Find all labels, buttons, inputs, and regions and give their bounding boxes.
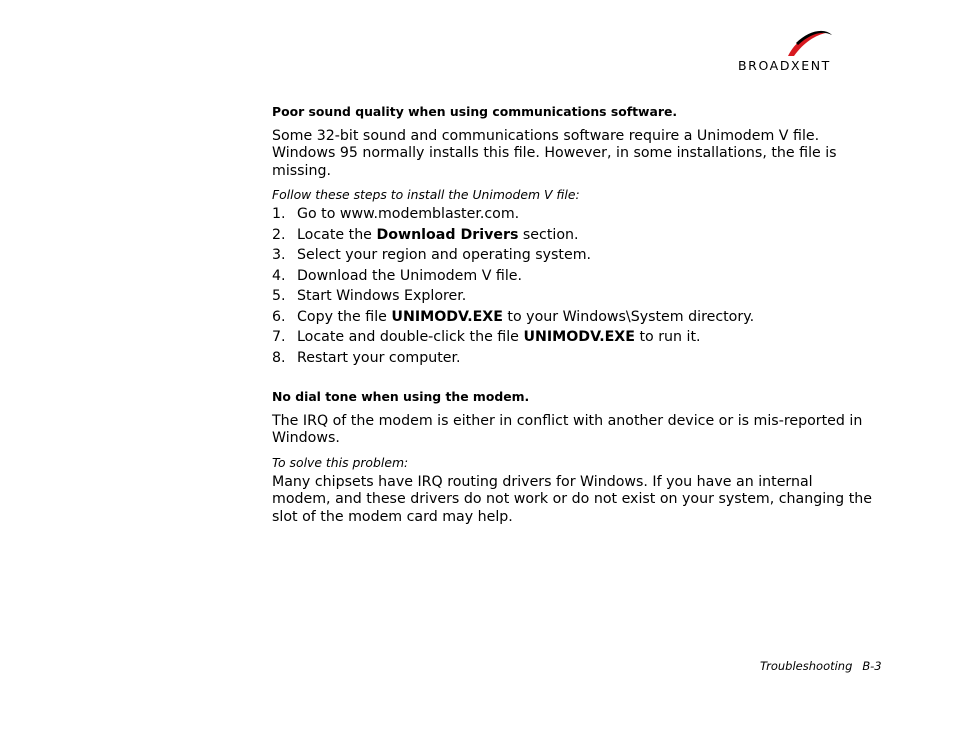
step-text: Download the Unimodem V file.	[297, 267, 523, 284]
step-text: Go to www.modemblaster.com.	[297, 206, 520, 222]
logo-text: BROADXENT	[738, 58, 831, 73]
solve-intro: To solve this problem:	[272, 455, 409, 470]
step-bold-text: Download Drivers	[376, 226, 519, 243]
step-number: 1.	[272, 206, 286, 222]
step-text: Locate the	[297, 226, 377, 243]
step-bold-text: UNIMODV.EXE	[391, 308, 503, 325]
paragraph-line: The IRQ of the modem is either in conflict with another device or is mis-reported in	[272, 413, 863, 429]
step-text: Start Windows Explorer.	[297, 288, 467, 304]
step-number: 3.	[272, 247, 286, 263]
section-heading-sound-quality: Poor sound quality when using communications software.	[272, 104, 678, 119]
step-number: 8.	[272, 349, 286, 366]
paragraph-line: modem, and these drivers do not work or do not exist on your system, changing the	[272, 491, 872, 508]
swoosh-icon	[736, 26, 882, 60]
paragraph-line: Windows 95 normally installs this file. However, in some installations, the file is	[272, 145, 837, 162]
list-item	[272, 204, 754, 225]
solution-text	[272, 474, 890, 526]
page-number: B-3	[862, 659, 882, 673]
sound-quality-description	[272, 128, 890, 180]
step-number: 4.	[272, 267, 286, 284]
paragraph-line: Many chipsets have IRQ routing drivers for Windows. If you have an internal	[272, 474, 813, 490]
footer-section-title: Troubleshooting	[760, 659, 853, 673]
list-item	[272, 327, 754, 348]
broadxent-logo	[736, 26, 882, 74]
step-bold-text: UNIMODV.EXE	[523, 329, 635, 345]
step-number: 2.	[272, 226, 286, 243]
list-item	[272, 225, 754, 246]
steps-intro: Follow these steps to install the Unimodem V file:	[272, 187, 580, 202]
paragraph-line: Some 32-bit sound and communications software require a Unimodem V file.	[272, 128, 820, 144]
install-steps-list	[272, 204, 754, 368]
step-text-after: section.	[518, 226, 579, 243]
paragraph-line: Windows.	[272, 430, 340, 447]
no-dial-tone-description	[272, 413, 890, 448]
page-footer	[760, 659, 882, 673]
step-text-after: to run it.	[634, 329, 701, 345]
paragraph-line: missing.	[272, 162, 331, 179]
step-text: Copy the file	[297, 308, 392, 325]
list-item	[272, 245, 754, 266]
step-text: Restart your computer.	[297, 349, 461, 366]
section-heading-no-dial-tone: No dial tone when using the modem.	[272, 389, 530, 404]
step-number: 5.	[272, 288, 286, 304]
list-item	[272, 266, 754, 287]
list-item	[272, 348, 754, 369]
step-text-after: to your Windows\System directory.	[502, 308, 755, 325]
step-text: Locate and double-click the file	[297, 329, 524, 345]
step-number: 7.	[272, 329, 286, 345]
step-number: 6.	[272, 308, 286, 325]
step-text: Select your region and operating system.	[297, 247, 592, 263]
list-item	[272, 307, 754, 328]
paragraph-line: slot of the modem card may help.	[272, 508, 513, 525]
list-item	[272, 286, 754, 307]
